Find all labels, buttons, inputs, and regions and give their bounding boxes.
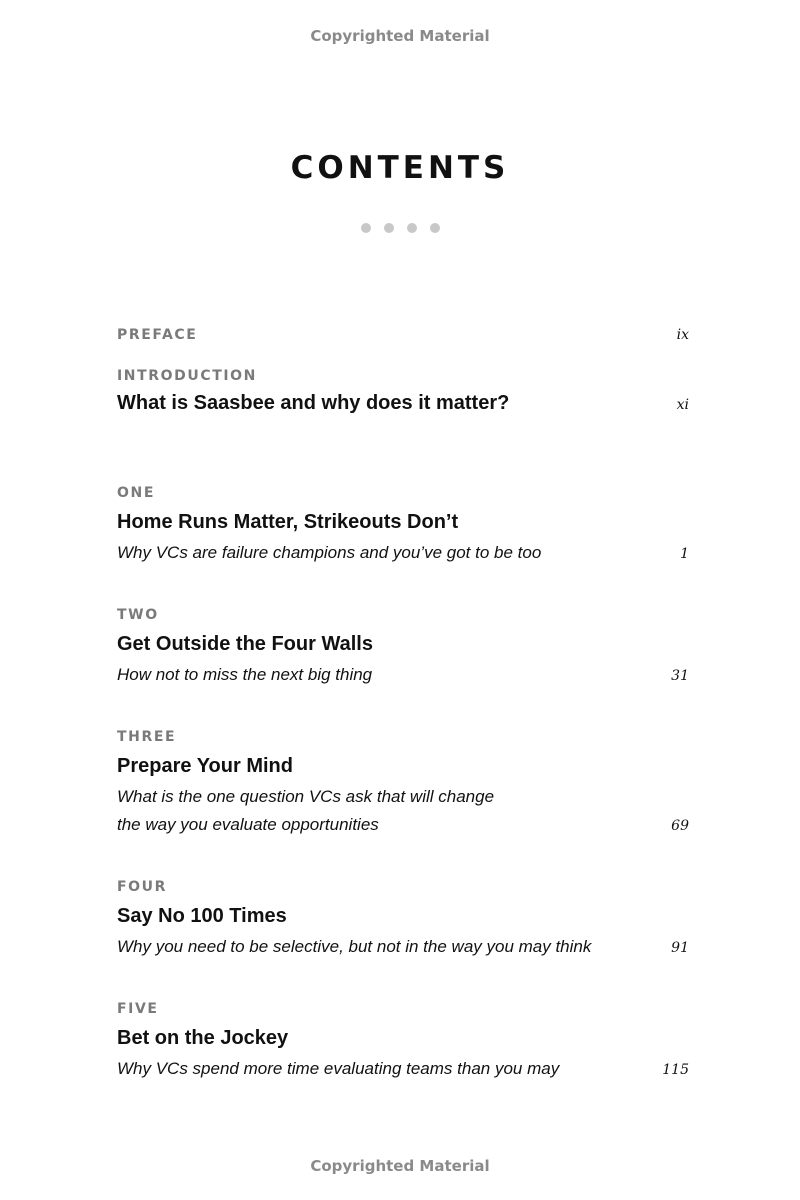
toc-page-number: xi [676,397,689,413]
toc-page-number: ix [676,327,689,343]
chapter-title: Home Runs Matter, Strikeouts Don’t [117,511,459,533]
copyright-watermark-bottom: Copyrighted Material [310,1157,490,1175]
toc-entry-introduction[interactable] [117,368,689,415]
toc-entry-chapter-three[interactable] [117,729,689,839]
chapter-number: THREE [117,729,177,745]
toc-entry-chapter-four[interactable] [117,879,689,961]
chapter-number: FIVE [117,1001,159,1017]
chapter-title: Prepare Your Mind [117,755,293,777]
toc-title: What is Saasbee and why does it matter? [117,392,510,414]
chapter-subtitle-continued: the way you evaluate opportunities [117,815,379,834]
chapter-subtitle: Why VCs are failure champions and you’ve got to be too [117,543,542,562]
toc-entry-chapter-one[interactable] [117,485,689,567]
chapter-subtitle: How not to miss the next big thing [117,665,373,684]
chapter-title: Say No 100 Times [117,905,287,927]
toc-page-number: 91 [671,940,689,956]
ornament-dots [0,223,800,233]
copyright-watermark-top: Copyrighted Material [310,27,490,45]
toc-entry-chapter-five[interactable] [117,1001,689,1083]
page-title: CONTENTS [290,150,510,186]
chapter-number: FOUR [117,879,168,895]
toc-entry-chapter-two[interactable] [117,607,689,689]
chapter-title: Bet on the Jockey [117,1027,289,1049]
toc-label: PREFACE [117,327,198,343]
toc-page-number: 69 [671,818,689,834]
ornament-dot [407,223,417,233]
chapter-number: TWO [117,607,159,623]
chapter-subtitle: Why you need to be selective, but not in the way you may think [117,937,592,956]
chapter-title: Get Outside the Four Walls [117,633,373,655]
chapter-number: ONE [117,485,155,501]
toc-page-number: 1 [680,546,689,562]
chapter-subtitle: What is the one question VCs ask that will change [117,787,495,806]
ornament-dot [361,223,371,233]
toc-entry-preface[interactable] [117,327,689,343]
ornament-dot [384,223,394,233]
toc-label: INTRODUCTION [117,368,257,384]
chapter-subtitle: Why VCs spend more time evaluating teams than you may [117,1059,560,1078]
toc-page-number: 115 [662,1062,689,1078]
ornament-dot [430,223,440,233]
toc-page-number: 31 [671,668,689,684]
